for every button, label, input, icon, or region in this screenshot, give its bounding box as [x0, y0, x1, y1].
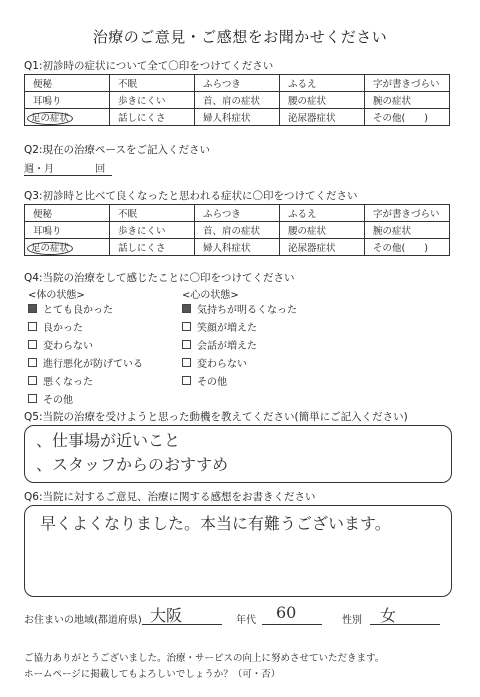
q1-cell[interactable]: 婦人科症状	[195, 109, 280, 126]
q3-question: Q3:初診時と比べて良くなったと思われる症状に〇印をつけてください	[24, 190, 358, 202]
checkbox[interactable]	[28, 376, 37, 385]
region-label: お住まいの地域(都道府県)	[24, 615, 142, 626]
q1-cell[interactable]: ふるえ	[280, 75, 365, 92]
mind-state-header: <心の状態>	[182, 290, 239, 301]
gender-value: 女	[380, 606, 397, 625]
q3-cell[interactable]: 歩きにくい	[110, 222, 195, 239]
mind-option[interactable]: 笑顔が増えた	[182, 319, 257, 334]
body-option[interactable]: 進行悪化が防げている	[28, 355, 143, 370]
q2-question: Q2:現在の治療ペースをご記入ください	[24, 144, 210, 156]
publish-consent: ホームページに掲載してもよろしいでしょうか？（可・否）	[24, 669, 281, 680]
body-option[interactable]: 変わらない	[28, 337, 93, 352]
mind-option[interactable]: 気持ちが明るくなった	[182, 301, 297, 316]
q3-selected-leg: 足の症状	[27, 242, 73, 255]
pace-label: 週・月	[24, 164, 54, 175]
pace-field[interactable]	[24, 160, 112, 176]
q3-symptom-table	[24, 204, 450, 256]
body-option[interactable]: とても良かった	[28, 301, 113, 316]
checkbox[interactable]	[182, 322, 191, 331]
q3-cell[interactable]: 泌尿器症状	[280, 239, 365, 256]
q1-selected-leg: 足の症状	[27, 112, 73, 125]
mind-option[interactable]: その他	[182, 373, 227, 388]
q3-cell[interactable]: ふるえ	[280, 205, 365, 222]
body-option[interactable]: 悪くなった	[28, 373, 93, 388]
q3-cell[interactable]: 不眠	[110, 205, 195, 222]
gender-label: 性別	[342, 615, 362, 626]
q1-cell-circled[interactable]	[25, 109, 110, 126]
q6-answer: 早くよくなりました。本当に有難うございます。	[40, 514, 391, 533]
region-value: 大阪	[150, 606, 183, 625]
body-option[interactable]: その他	[28, 391, 73, 406]
q1-cell[interactable]: 首、肩の症状	[195, 92, 280, 109]
q3-cell[interactable]: 耳鳴り	[25, 222, 110, 239]
thanks-text: ご協力ありがとうございました。治療・サービスの向上に努めさせていただきます。	[24, 653, 385, 664]
q5-answer-line2: 、スタッフからのおすすめ	[36, 455, 229, 474]
age-value: 60	[276, 603, 297, 622]
q3-cell-circled[interactable]	[25, 239, 110, 256]
q1-cell[interactable]: 話しにくさ	[110, 109, 195, 126]
checkbox[interactable]	[28, 322, 37, 331]
checkbox[interactable]	[28, 358, 37, 367]
q1-cell[interactable]: その他( )	[365, 109, 450, 126]
mind-option[interactable]: 変わらない	[182, 355, 247, 370]
q1-cell[interactable]: 耳鳴り	[25, 92, 110, 109]
q6-question: Q6:当院に対するご意見、治療に関する感想をお書きください	[24, 491, 316, 503]
q1-cell[interactable]: 便秘	[25, 75, 110, 92]
q1-cell[interactable]: 字が書きづらい	[365, 75, 450, 92]
q1-cell[interactable]: 泌尿器症状	[280, 109, 365, 126]
q1-cell[interactable]: 腰の症状	[280, 92, 365, 109]
checkbox[interactable]	[182, 340, 191, 349]
q3-cell[interactable]: 婦人科症状	[195, 239, 280, 256]
pace-unit: 回	[95, 164, 106, 175]
mind-option[interactable]: 会話が増えた	[182, 337, 257, 352]
q3-cell[interactable]: 腕の症状	[365, 222, 450, 239]
q3-cell[interactable]: ふらつき	[195, 205, 280, 222]
q3-cell[interactable]: 便秘	[25, 205, 110, 222]
checkbox-checked[interactable]	[182, 304, 191, 313]
q4-question: Q4:当院の治療をして感じたことに〇印をつけてください	[24, 272, 295, 284]
body-state-header: <体の状態>	[28, 290, 85, 301]
q1-cell[interactable]: 歩きにくい	[110, 92, 195, 109]
q3-cell[interactable]: 腰の症状	[280, 222, 365, 239]
checkbox[interactable]	[28, 340, 37, 349]
q1-cell[interactable]: 不眠	[110, 75, 195, 92]
q1-symptom-table	[24, 74, 450, 126]
q1-cell[interactable]: ふらつき	[195, 75, 280, 92]
q1-question: Q1:初診時の症状について全て〇印をつけてください	[24, 60, 274, 72]
checkbox[interactable]	[182, 358, 191, 367]
q3-cell[interactable]: 話しにくさ	[110, 239, 195, 256]
q3-cell[interactable]: 字が書きづらい	[365, 205, 450, 222]
checkbox[interactable]	[28, 394, 37, 403]
q5-answer-line1: 、仕事場が近いこと	[36, 431, 181, 450]
checkbox[interactable]	[182, 376, 191, 385]
q3-cell[interactable]: 首、肩の症状	[195, 222, 280, 239]
q5-question: Q5:当院の治療を受けようと思った動機を教えてください(簡単にご記入ください)	[24, 411, 408, 423]
age-label: 年代	[236, 615, 256, 626]
checkbox-checked[interactable]	[28, 304, 37, 313]
page-title: 治療のご意見・ご感想をお聞かせください	[92, 28, 388, 46]
body-option[interactable]: 良かった	[28, 319, 83, 334]
q3-cell[interactable]: その他( )	[365, 239, 450, 256]
q1-cell[interactable]: 腕の症状	[365, 92, 450, 109]
